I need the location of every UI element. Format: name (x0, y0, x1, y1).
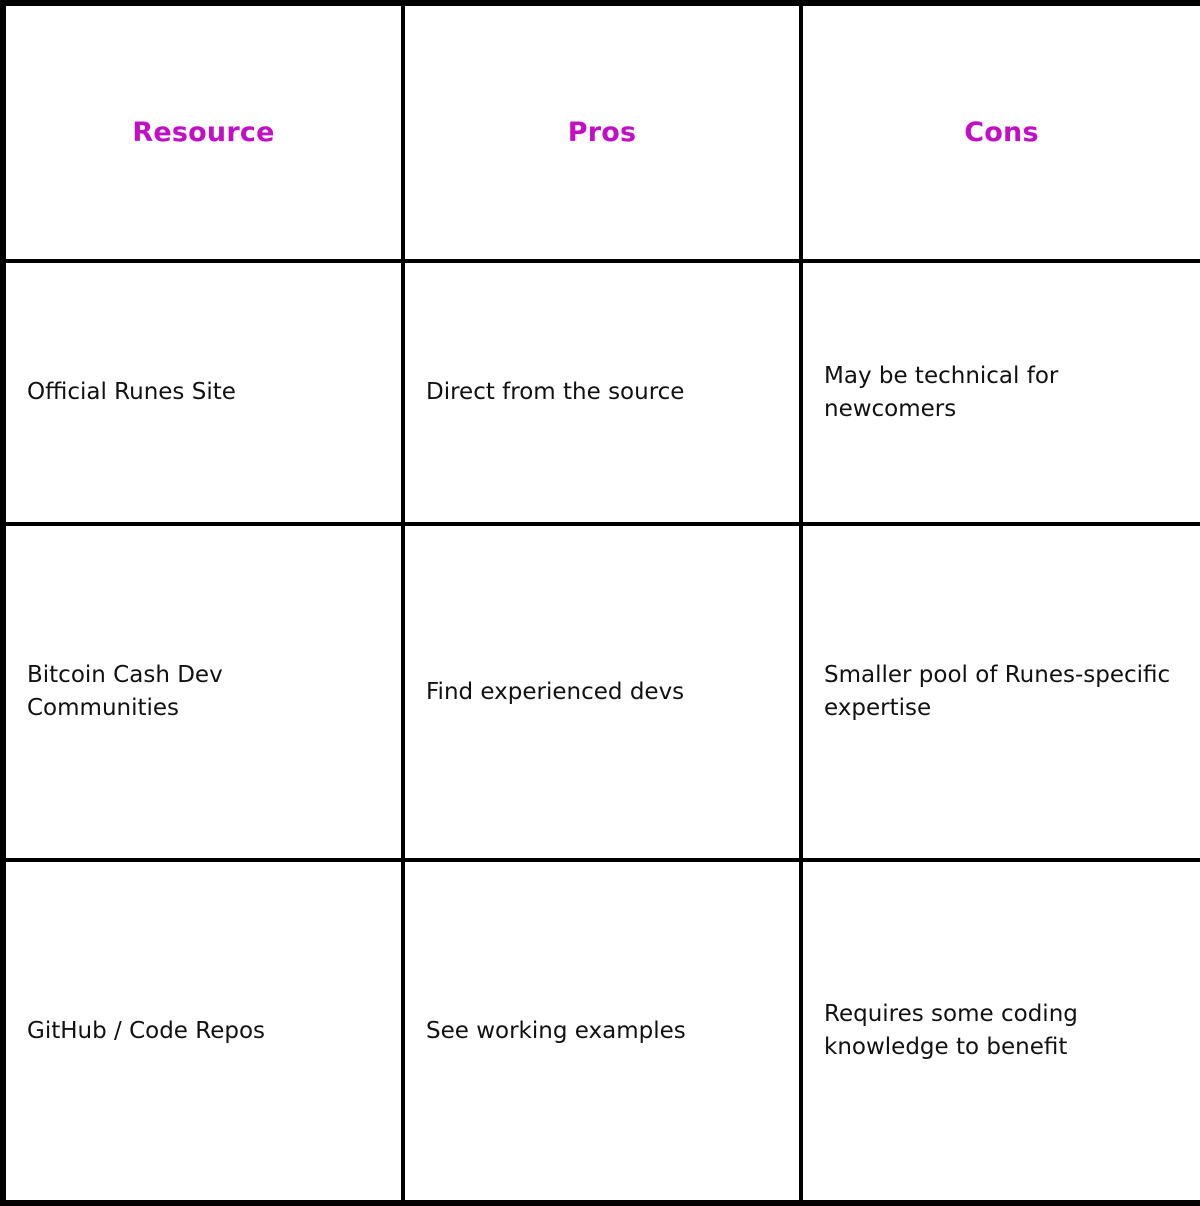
resource-text: Bitcoin Cash Dev Communities (27, 662, 223, 721)
header-cons: Cons (801, 3, 1200, 261)
pros-text: See working examples (426, 1017, 686, 1044)
table-row (3, 860, 1200, 1203)
header-pros: Pros (403, 3, 801, 261)
table-row (3, 261, 1200, 524)
cons-cell (801, 860, 1200, 1203)
table-row (3, 524, 1200, 860)
cons-cell (801, 261, 1200, 524)
resource-text: GitHub / Code Repos (27, 1017, 266, 1044)
pros-cell (403, 860, 801, 1203)
cons-text: May be technical for newcomers (824, 362, 1059, 422)
table-header-row (3, 3, 1200, 261)
pros-cell (403, 261, 801, 524)
resource-cell (3, 524, 403, 860)
resource-text: Official Runes Site (27, 379, 236, 405)
pros-cell (403, 524, 801, 860)
cons-cell (801, 524, 1200, 860)
pros-text: Find experienced devs (426, 678, 685, 705)
pros-text: Direct from the source (426, 379, 685, 405)
resource-cell (3, 261, 403, 524)
cons-text: Requires some coding knowledge to benefit (824, 1001, 1078, 1060)
cons-text: Smaller pool of Runes-specific expertise (824, 662, 1171, 721)
header-resource: Resource (3, 3, 403, 261)
resource-cell (3, 860, 403, 1203)
